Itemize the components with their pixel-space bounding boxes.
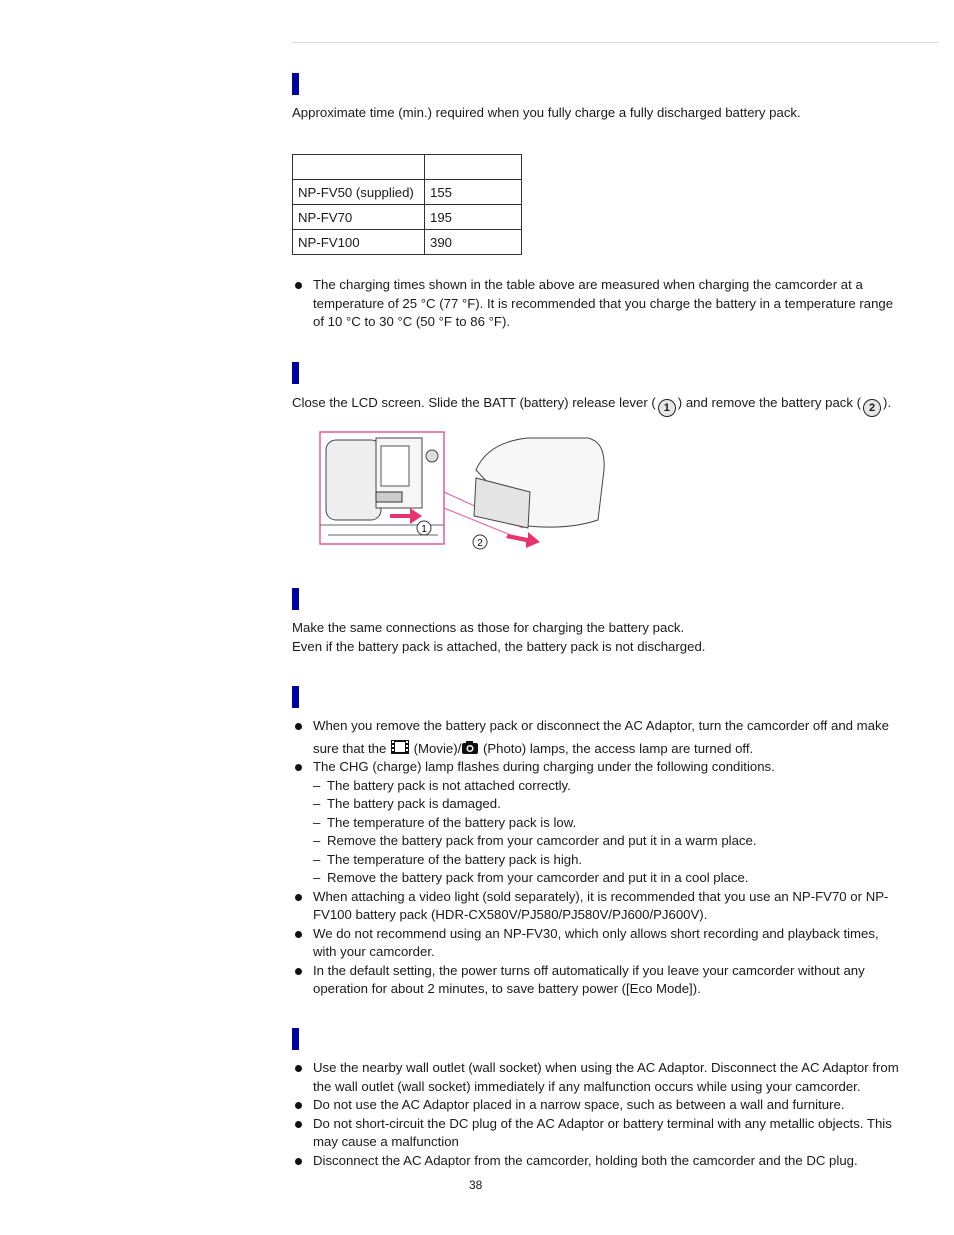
bullet-icon [295,282,302,289]
bullet-icon [295,723,302,730]
bullet-icon [295,968,302,975]
dash-marker: – [313,814,321,830]
step-1-icon: 1 [658,399,676,417]
dash-marker: – [313,833,321,848]
bullet-icon [295,1158,302,1165]
condition-text: The temperature of the battery pack is low. [327,814,577,830]
camera-icon [461,740,479,755]
table-cell: 390 [425,230,522,255]
figure-step-2-label: 2 [477,538,483,549]
list-item [292,888,938,925]
movie-icon [390,739,410,755]
list-item [292,1152,938,1171]
table-row [293,205,522,230]
section-heading-marker [292,73,299,95]
note-text: temperature of 25 °C (77 °F). It is recommended that you charge the battery in a temperature range [313,295,894,311]
charging-time-table [292,154,522,255]
note-text: Disconnect the AC Adaptor from the camcorder, holding both the camcorder and the DC plug. [313,1152,858,1168]
figure-step-1-label: 1 [421,524,427,535]
dash-marker: – [313,870,321,885]
sub-list-item [313,814,938,833]
note-text: sure that the [313,740,387,756]
table-row [293,180,522,205]
list-item [292,1059,938,1096]
top-divider [292,42,938,43]
condition-list [313,777,938,888]
note-text: When attaching a video light (sold separately), it is recommended that you use an NP-FV70 or NP- [313,888,889,904]
note-text: The charging times shown in the table above are measured when charging the camcorder at a [313,277,863,292]
section-heading-marker [292,588,299,610]
note-text: the wall outlet (wall socket) immediately if any malfunction occurs while using your camcorder. [313,1078,861,1094]
list-item [292,1115,938,1152]
wall-outlet-line: Make the same connections as those for charging the battery pack. [292,620,685,635]
condition-text: The temperature of the battery pack is high. [327,851,583,867]
sub-list-item [313,795,938,814]
list-item [292,717,938,758]
note-text: The CHG (charge) lamp flashes during charging under the following conditions. [313,759,775,774]
ac-adaptor-notes [292,1059,938,1170]
section-heading-marker [292,362,299,384]
table-row [293,230,522,255]
charging-intro: Approximate time (min.) required when you fully charge a fully discharged battery pack. [292,105,801,120]
charging-notes [292,276,938,332]
note-text: with your camcorder. [313,944,435,959]
bullet-icon [295,764,302,771]
instruction-text: ) and remove the battery pack ( [677,395,862,410]
condition-text: Remove the battery pack from your camcorder and put it in a warm place. [327,833,757,848]
note-text: may cause a malfunction [313,1134,459,1149]
sub-list-item [313,832,938,851]
note-text: (Photo) lamps, the access lamp are turned off. [479,740,754,756]
condition-text: Remove the battery pack from your camcorder and put it in a cool place. [327,870,749,885]
table-cell: NP-FV70 [293,205,425,230]
instruction-text: Close the LCD screen. Slide the BATT (battery) release lever ( [292,395,656,410]
remove-battery-text [292,394,891,417]
wall-outlet-line: Even if the battery pack is attached, the battery pack is not discharged. [292,638,706,654]
table-header-cell [425,155,522,180]
bullet-icon [295,894,302,901]
sub-list-item [313,777,938,796]
note-text: In the default setting, the power turns off automatically if you leave your camcorder without any [313,962,865,978]
note-text: When you remove the battery pack or disconnect the AC Adaptor, turn the camcorder off and make [313,718,889,733]
table-header-row [293,155,522,180]
table-cell: NP-FV100 [293,230,425,255]
list-item [292,962,938,999]
table-cell: 195 [425,205,522,230]
list-item [292,276,938,332]
table-cell: 155 [425,180,522,205]
wall-outlet-text [292,619,705,656]
sub-list-item [313,851,938,870]
section-heading-marker [292,1028,299,1050]
page-number: 38 [469,1178,483,1192]
bullet-icon [295,1065,302,1072]
table-header-cell [293,155,425,180]
list-item [292,758,938,888]
dash-marker: – [313,796,321,811]
note-text: (Movie)/ [409,740,462,756]
note-text: Do not short-circuit the DC plug of the AC Adaptor or battery terminal with any metallic objects. This [313,1115,892,1131]
battery-notes [292,717,938,999]
list-item [292,1096,938,1115]
note-text: of 10 °C to 30 °C (50 °F to 86 °F). [313,314,511,329]
condition-text: The battery pack is damaged. [327,796,501,811]
note-text: Do not use the AC Adaptor placed in a narrow space, such as between a wall and furniture. [313,1097,845,1112]
bullet-icon [295,1102,302,1109]
dash-marker: – [313,851,321,867]
dash-marker: – [313,777,321,793]
table-cell: NP-FV50 (supplied) [293,180,425,205]
bullet-icon [295,1121,302,1128]
section-heading-marker [292,686,299,708]
sub-list-item [313,869,938,888]
list-item [292,925,938,962]
note-text: FV100 battery pack (HDR-CX580V/PJ580/PJ580V/PJ600/PJ600V). [313,907,708,922]
instruction-text: ). [883,395,892,410]
step-2-icon: 2 [863,399,881,417]
note-text: operation for about 2 minutes, to save battery power ([Eco Mode]). [313,981,701,996]
note-text: We do not recommend using an NP-FV30, which only allows short recording and playback times, [313,925,879,941]
condition-text: The battery pack is not attached correctly. [327,777,571,793]
note-text: Use the nearby wall outlet (wall socket) when using the AC Adaptor. Disconnect the AC Adaptor from [313,1060,899,1075]
bullet-icon [295,931,302,938]
battery-removal-illustration [318,430,618,556]
